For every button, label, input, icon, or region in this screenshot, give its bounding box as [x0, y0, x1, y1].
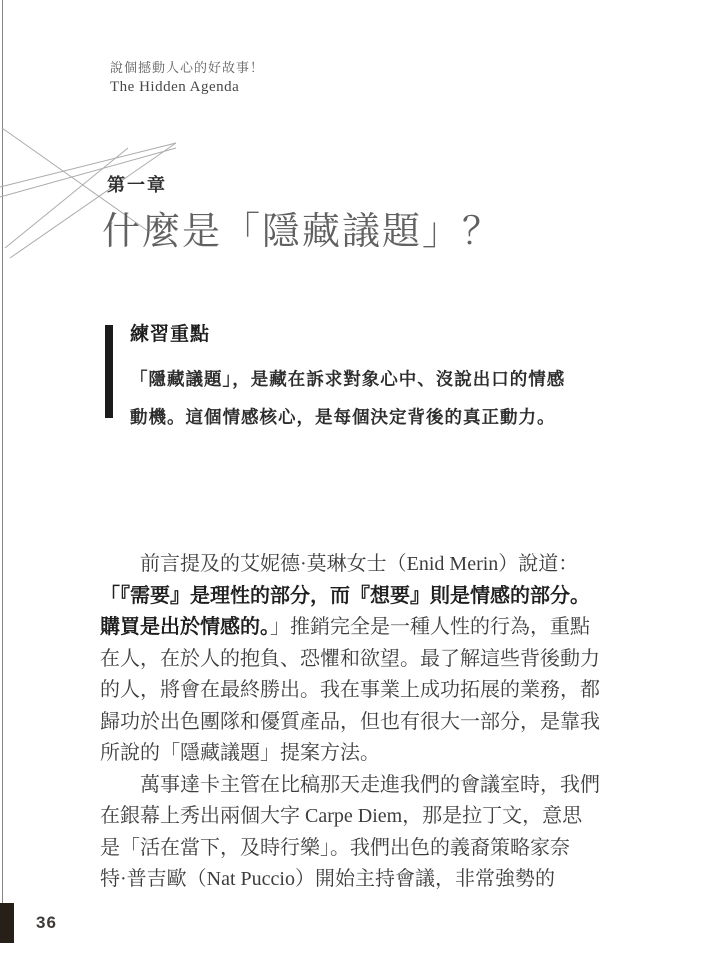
body-text-line: 特·普吉歐（Nat Puccio）開始主持會議，非常強勢的 [100, 868, 555, 890]
practice-box-content [130, 322, 615, 436]
body-text-line: 前言提及的艾妮德·莫琳女士（Enid Merin）說道： [140, 553, 579, 575]
body-text-line: 在銀幕上秀出兩個大字 Carpe Diem，那是拉丁文，意思 [100, 805, 583, 827]
practice-box-heading: 練習重點 [130, 324, 211, 345]
body-text-line: 萬事達卡主管在比稿那天走進我們的會議室時，我們 [140, 773, 600, 796]
body-text-line [100, 612, 614, 644]
body-text-segment: 」推銷完全是一種人性的行為，重點 [270, 616, 590, 638]
practice-box-line: 「隱藏議題」，是藏在訴求對象心中、沒說出口的情感 [130, 369, 566, 389]
chapter-title: 什麼是「隱藏議題」？ [102, 211, 503, 253]
bold-quote-segment: 購買是出於情感的。 [100, 616, 270, 638]
practice-box-line: 動機。這個情感核心，是每個決定背後的真正動力。 [130, 407, 556, 427]
body-text-line: 歸功於出色團隊和優質產品，但也有很大一部分，是靠我 [100, 710, 600, 733]
running-header [110, 58, 264, 97]
accent-bar [105, 325, 113, 418]
running-header-subtitle: 說個撼動人心的好故事！ [110, 60, 265, 75]
body-text-line: 「『需要』是理性的部分，而『想要』則是情感的部分。 [100, 584, 590, 607]
body-text-line: 所說的「隱藏議題」提案方法。 [100, 742, 380, 764]
body-text [100, 549, 614, 896]
chapter-label: 第一章 [107, 175, 167, 195]
page-edge-tab [0, 903, 14, 943]
practice-box [105, 322, 615, 436]
paragraph-1 [100, 549, 614, 770]
body-text-line: 的人，將會在最終勝出。我在事業上成功拓展的業務，都 [100, 679, 600, 701]
body-text-line: 是「活在當下，及時行樂」。我們出色的義裔策略家奈 [100, 836, 570, 859]
body-text-line: 在人，在於人的抱負、恐懼和欲望。最了解這些背後動力 [100, 647, 600, 670]
running-header-book-title: The Hidden Agenda [110, 79, 240, 95]
page-number: 36 [36, 913, 57, 932]
paragraph-2 [100, 770, 614, 896]
